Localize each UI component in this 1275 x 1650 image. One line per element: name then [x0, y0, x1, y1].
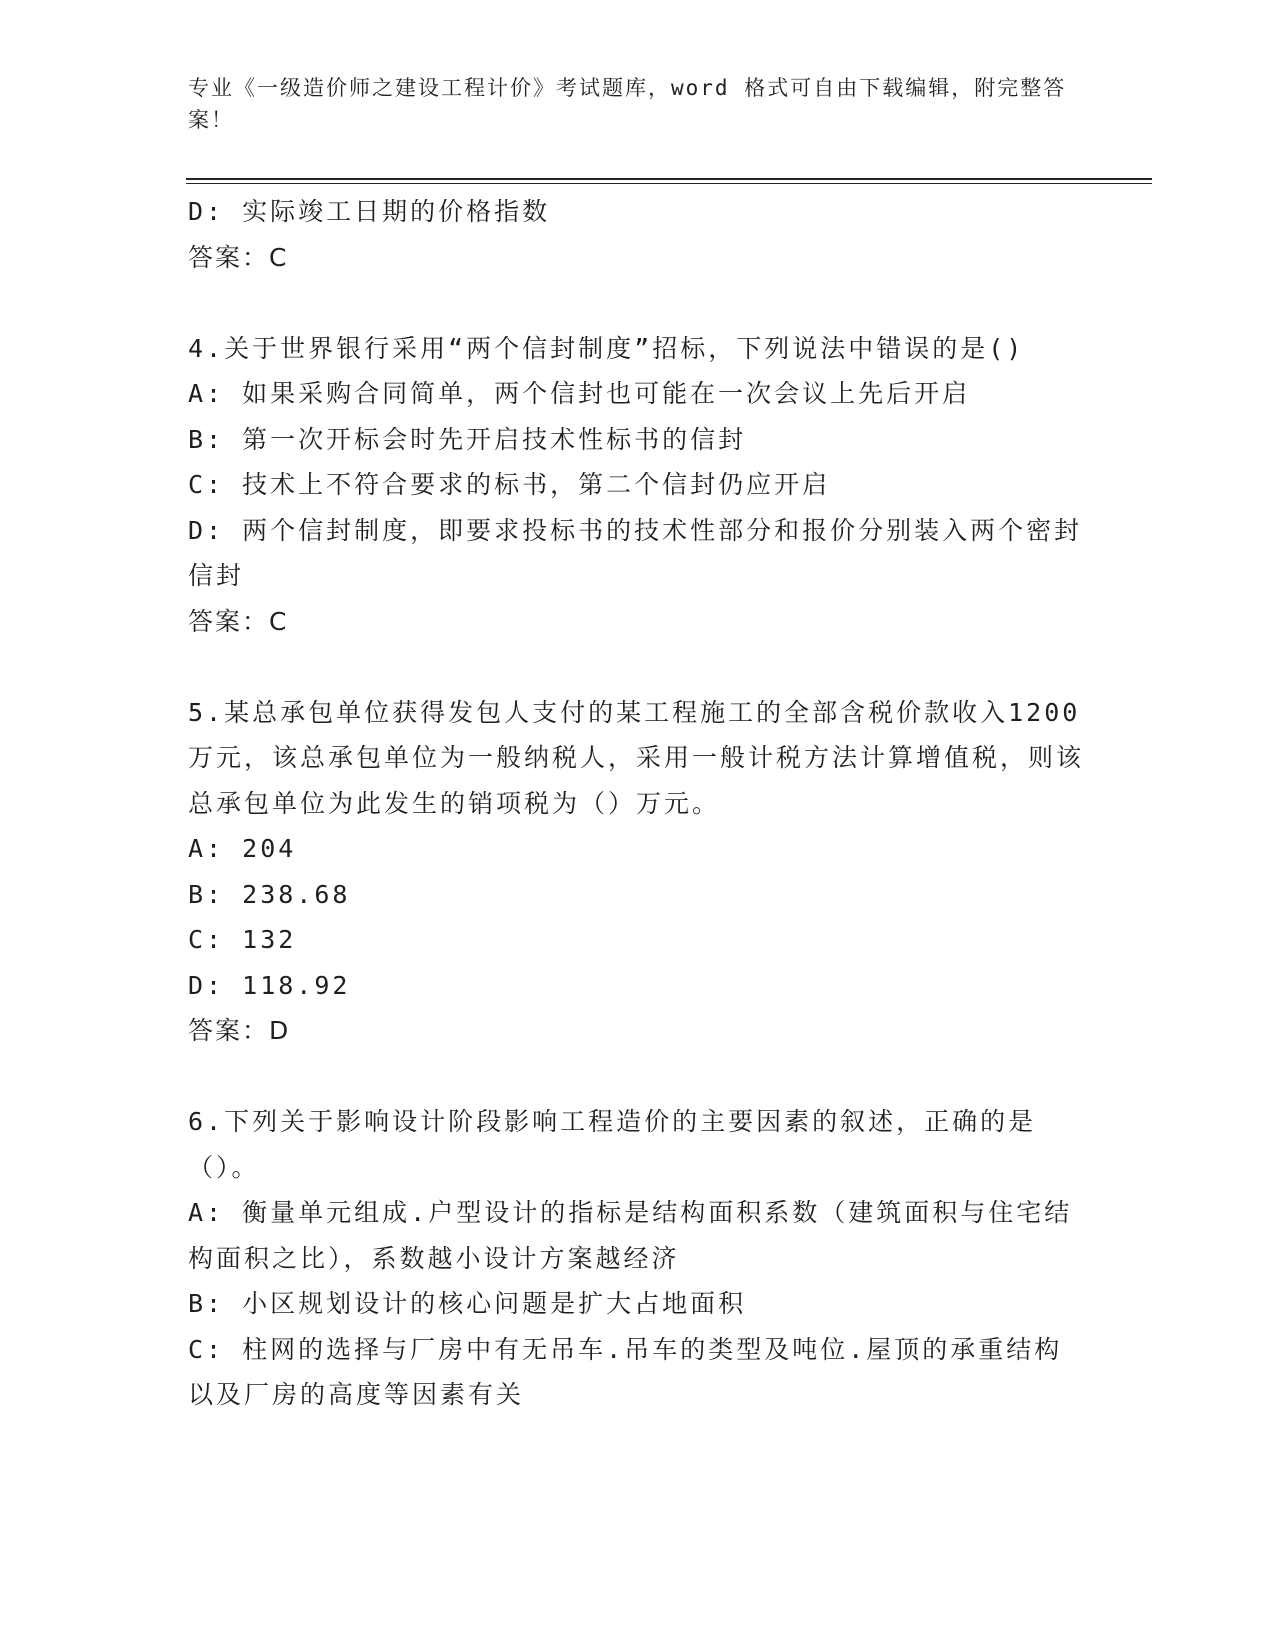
option-c: C: 132 — [188, 925, 297, 954]
answer: 答案：D — [188, 1016, 291, 1045]
question-4 — [188, 326, 1088, 645]
option-a: A: 衡量单元组成.户型设计的指标是结构面积系数（建筑面积与住宅结构面积之比），系数越小设计方案越经济 — [188, 1198, 1073, 1273]
option-a: A: 204 — [188, 834, 297, 863]
answer: 答案：C — [188, 606, 289, 636]
option-b: B: 第一次开标会时先开启技术性标书的信封 — [188, 424, 747, 454]
header-rule-thick — [186, 178, 1152, 180]
spacer — [188, 644, 1088, 690]
answer: 答案：C — [188, 242, 289, 272]
option-d: D: 实际竣工日期的价格指数 — [188, 197, 551, 226]
question-content — [188, 189, 1099, 1418]
previous-question-tail — [188, 189, 1088, 280]
option-a: A: 如果采购合同简单，两个信封也可能在一次会议上先后开启 — [188, 379, 971, 408]
option-d: D: 118.92 — [188, 970, 351, 1000]
question-stem: 4.关于世界银行采用“两个信封制度”招标，下列说法中错误的是() — [188, 333, 1025, 363]
spacer — [188, 280, 1088, 326]
option-c: C: 技术上不符合要求的标书，第二个信封仍应开启 — [188, 470, 831, 499]
question-6 — [188, 1099, 1088, 1418]
option-c: C: 柱网的选择与厂房中有无吊车.吊车的类型及吨位.屋顶的承重结构以及厂房的高度等因素有关 — [188, 1334, 1063, 1409]
question-5 — [188, 690, 1099, 1054]
question-stem: 6.下列关于影响设计阶段影响工程造价的主要因素的叙述，正确的是（）。 — [188, 1107, 1037, 1182]
question-stem: 5.某总承包单位获得发包人支付的某工程施工的全部含税价款收入1200 万元，该总承包单位为一般纳税人，采用一般计税方法计算增值税，则该总承包单位为此发生的销项税为（）万元。 — [188, 697, 1099, 818]
header-rule-thin — [186, 183, 1152, 184]
document-header — [188, 72, 1068, 136]
option-b: B: 238.68 — [188, 879, 351, 909]
option-d: D: 两个信封制度，即要求投标书的技术性部分和报价分别装入两个密封信封 — [188, 515, 1083, 590]
option-b: B: 小区规划设计的核心问题是扩大占地面积 — [188, 1289, 747, 1318]
header-text: 专业《一级造价师之建设工程计价》考试题库，word 格式可自由下载编辑，附完整答案！ — [188, 76, 1067, 132]
spacer — [188, 1054, 1088, 1100]
